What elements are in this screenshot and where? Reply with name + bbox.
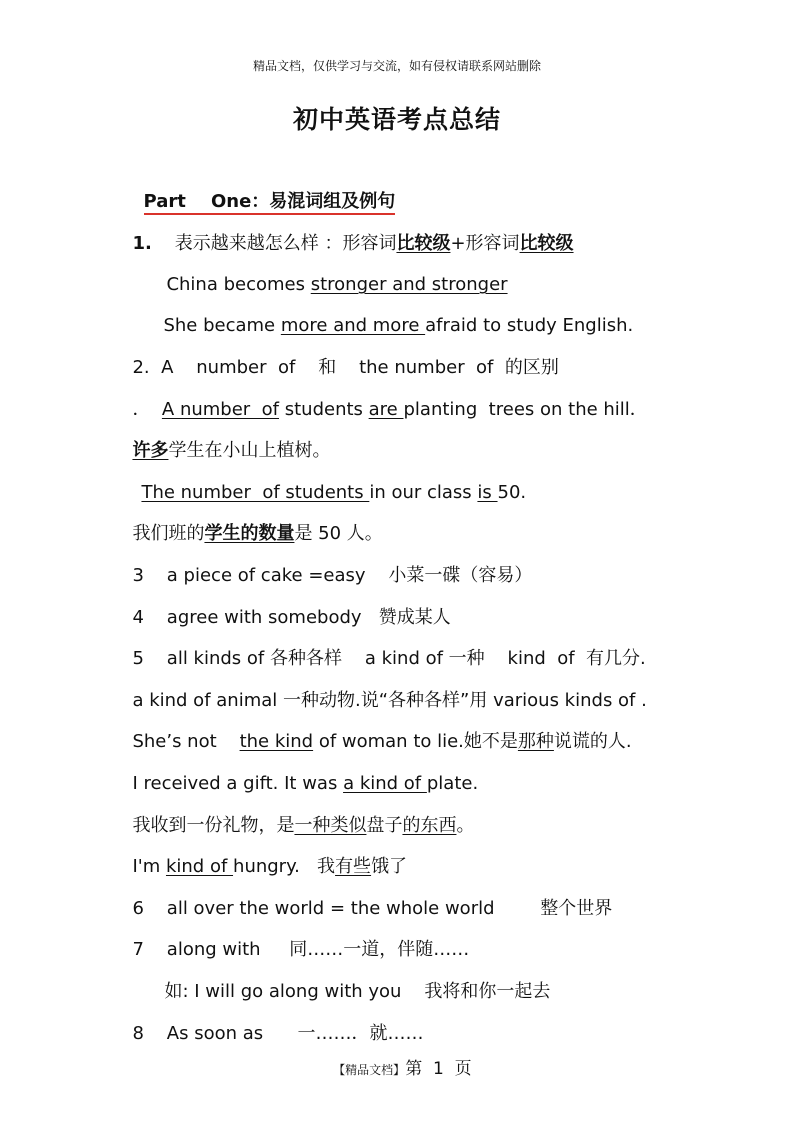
example-translation bbox=[121, 415, 330, 463]
example-text: students bbox=[279, 399, 369, 420]
item-number: 1. bbox=[132, 233, 152, 254]
example-text: hungry. 我 bbox=[233, 856, 336, 877]
example-text: 如: I will go along with you 我将和你一起去 bbox=[164, 981, 551, 1002]
example-highlight: are bbox=[368, 399, 404, 420]
page-title: 初中英语考点总结 bbox=[292, 105, 501, 134]
part-heading-label: Part One：易混词组及例句 bbox=[144, 191, 396, 215]
example-highlight: is bbox=[477, 482, 498, 503]
example-text: ． bbox=[132, 399, 162, 420]
example-highlight: stronger and stronger bbox=[310, 274, 508, 295]
example-highlight: a kind of bbox=[343, 773, 427, 794]
example-text: planting trees on the hill． bbox=[403, 399, 648, 420]
item-text: +形容词 bbox=[450, 233, 520, 254]
example-highlight: the kind bbox=[239, 731, 314, 752]
example-highlight: 的东西 bbox=[402, 815, 457, 836]
example-text: China becomes bbox=[166, 274, 311, 295]
example-highlight: A number of bbox=[161, 399, 279, 420]
item-text: 8 As soon as 一……．就…… bbox=[132, 1023, 424, 1044]
example-text: 说谎的人. bbox=[553, 731, 632, 752]
item-text: 表示越来越怎么样 ：形容词 bbox=[174, 233, 397, 254]
example-text: 盘子 bbox=[366, 815, 403, 836]
item-7 bbox=[121, 914, 469, 962]
item-5 bbox=[121, 623, 646, 671]
example-highlight: more and more bbox=[280, 315, 426, 336]
example-text: 饿了 bbox=[371, 856, 408, 877]
example-text: in our class bbox=[369, 482, 478, 503]
example-text: afraid to study English. bbox=[425, 315, 634, 336]
page-number: 第 1 页 bbox=[405, 1059, 472, 1079]
example-highlight: 学生的数量 bbox=[204, 523, 295, 544]
example-text: 。 bbox=[456, 815, 475, 836]
item-3 bbox=[121, 540, 532, 588]
item-keyword: 比较级 bbox=[396, 233, 451, 254]
part-heading bbox=[131, 166, 395, 213]
page-footer bbox=[0, 1034, 794, 1079]
example-text: of woman to lie.她不是 bbox=[313, 731, 518, 752]
example-line bbox=[152, 290, 633, 338]
example-text: 我收到一份礼物，是 bbox=[132, 815, 295, 836]
item-2 bbox=[121, 332, 559, 380]
example-text: I received a gift. It was bbox=[132, 773, 344, 794]
item-text: 6 all over the world = the whole world 整个世界 bbox=[132, 898, 613, 919]
item-text: 3 a piece of cake =easy 小菜一碟（容易） bbox=[132, 565, 533, 586]
example-text: She became bbox=[163, 315, 281, 336]
example-highlight: The number of students bbox=[141, 482, 370, 503]
item-text: 4 agree with somebody 赞成某人 bbox=[132, 607, 451, 628]
footer-tag: 【精品文档】 bbox=[333, 1063, 406, 1077]
example-text: I'm bbox=[132, 856, 166, 877]
example-highlight: 一种类似 bbox=[294, 815, 367, 836]
example-text: a kind of animal 一种动物.说“各种各样”用 various kinds of . bbox=[132, 690, 647, 711]
example-highlight: 有些 bbox=[335, 856, 372, 877]
example-text: 学生在小山上植树。 bbox=[168, 440, 331, 461]
example-line bbox=[153, 956, 550, 1004]
example-line bbox=[121, 706, 632, 754]
example-highlight: kind of bbox=[165, 856, 234, 877]
header-notice: 精品文档，仅供学习与交流，如有侵权请联系网站删除 bbox=[252, 59, 541, 73]
example-line bbox=[121, 748, 478, 796]
example-highlight: 许多 bbox=[132, 440, 169, 461]
item-text: 7 along with 同……一道，伴随…… bbox=[132, 939, 470, 960]
example-text: 是 50 人。 bbox=[294, 523, 383, 544]
example-line bbox=[121, 831, 407, 879]
item-keyword: 比较级 bbox=[519, 233, 574, 254]
item-text: 2. A number of 和 the number of 的区别 bbox=[132, 357, 559, 378]
example-text: She’s not bbox=[132, 731, 240, 752]
example-translation bbox=[121, 498, 383, 546]
example-text: 50. bbox=[497, 482, 527, 503]
example-text: plate. bbox=[426, 773, 479, 794]
item-text: 5 all kinds of 各种各样 a kind of 一种 kind of 有几分. bbox=[132, 648, 646, 669]
example-text: 我们班的 bbox=[132, 523, 205, 544]
example-highlight: 那种 bbox=[517, 731, 554, 752]
